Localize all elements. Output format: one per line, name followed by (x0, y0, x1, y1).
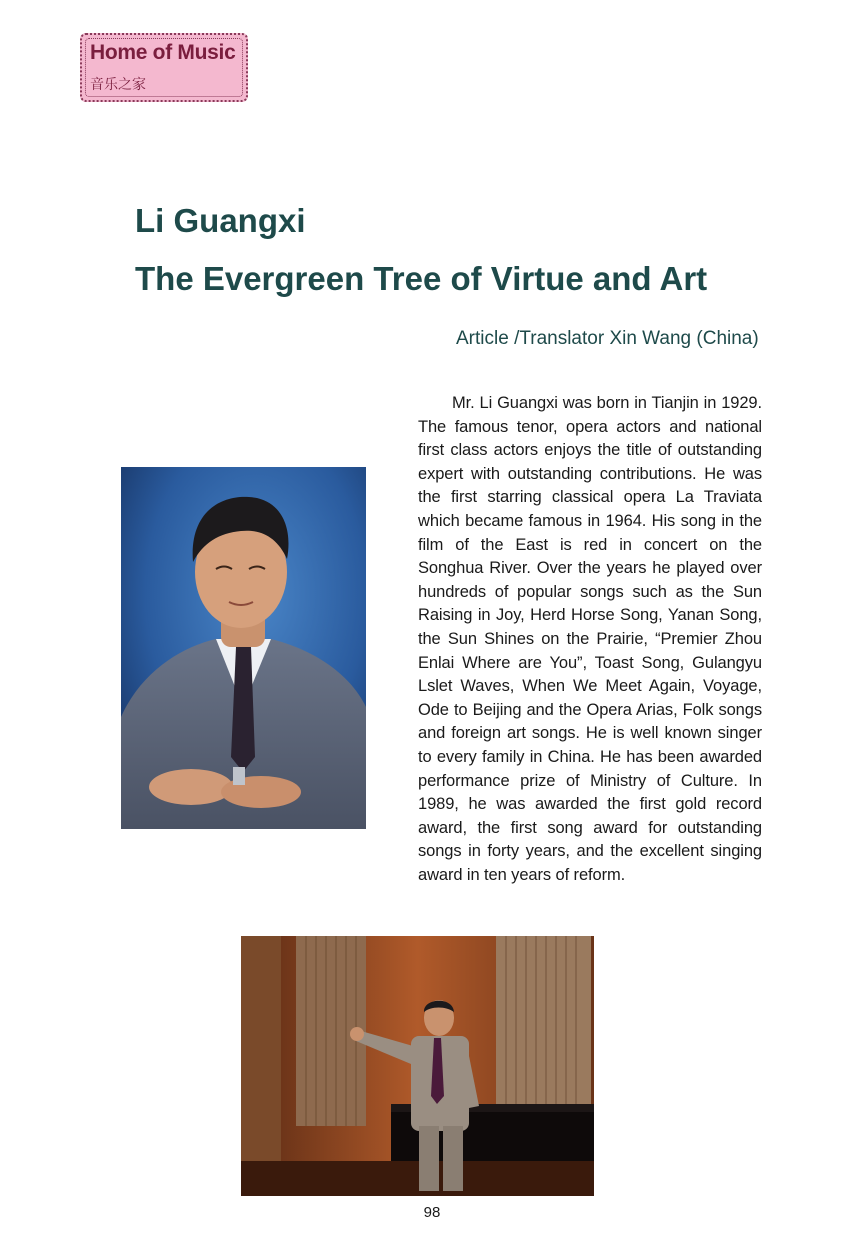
section-badge (80, 33, 248, 102)
article-title: Li Guangxi (135, 202, 306, 239)
article-byline: Article /Translator Xin Wang (China) (456, 328, 759, 349)
page-number: 98 (423, 1204, 441, 1221)
portrait-photo (121, 467, 366, 829)
section-title: Home of Music (90, 41, 236, 64)
section-subtitle: 音乐之家 (90, 77, 146, 93)
article-body: Mr. Li Guangxi was born in Tianjin in 1929. The famous tenor, opera actors and national first class actors enjoys the title of outstanding expert with outstanding contributions. He was the first starring classical opera La Traviata which became famous in 1964. His song in the film of the East is red in concert on the Songhua River. Over the years he played over hundreds of popular songs such as the Sun Raising in Joy, Herd Horse Song, Yanan Song, the Sun Shines on the Prairie, “Premier Zhou Enlai Where are You”, Toast Song, Gulangyu Lslet Waves, When We Meet Again, Voyage, Ode to Beijing and the Opera Arias, Folk songs and foreign art songs. He is well known singer to every family in China. He has been awarded performance prize of Ministry of Culture. In 1989, he was awarded the first gold record award, the first song award for outstanding songs in forty years, and the excellent singing award in ten years of reform. (418, 394, 762, 884)
concert-photo (241, 936, 594, 1196)
article-subtitle: The Evergreen Tree of Virtue and Art (135, 260, 708, 297)
